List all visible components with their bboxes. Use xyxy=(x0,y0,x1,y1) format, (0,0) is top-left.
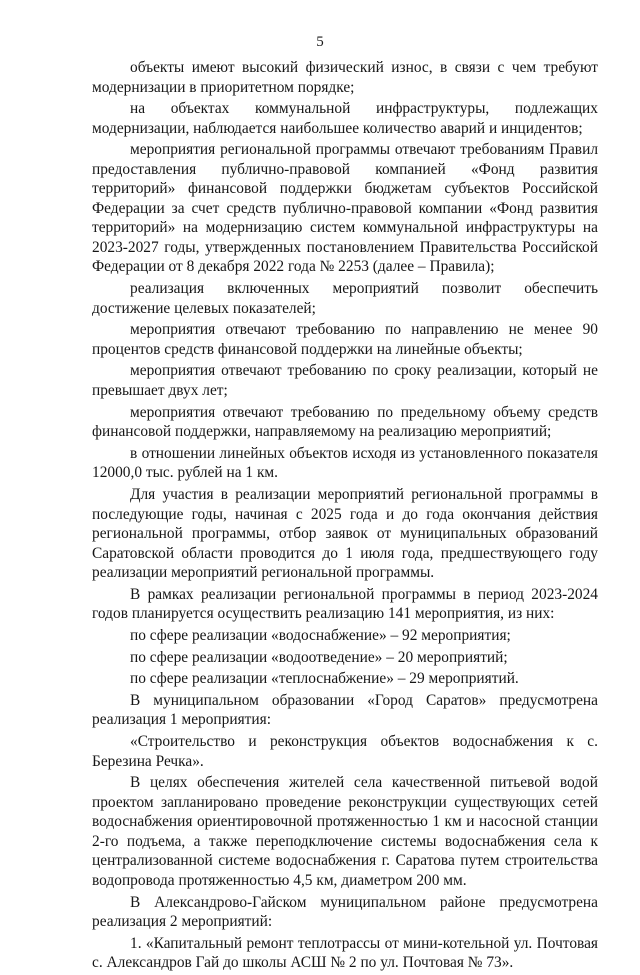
document-body xyxy=(92,58,598,975)
paragraph-10: В рамках реализации региональной программы в период 2023-2024 годов планируется осуществить реализацию 141 мероприятия, из них: xyxy=(92,585,598,623)
paragraph-5: мероприятия отвечают требованию по направлению не менее 90 процентов средств финансовой поддержки на линейные объекты; xyxy=(92,321,598,358)
paragraph-18: 1. «Капитальный ремонт теплотрассы от мини-котельной ул. Почтовая с. Александров Гай до школы АСШ № 2 по ул. Почтовая № 73». xyxy=(92,934,598,972)
list-item-heat-supply: по сфере реализации «теплоснабжение» – 29 мероприятий. xyxy=(130,670,519,688)
paragraph-15: «Строительство и реконструкция объектов водоснабжения к с. Березина Речка». xyxy=(92,733,598,770)
paragraph-14: В муниципальном образовании «Город Саратов» предусмотрена реализация 1 мероприятия: xyxy=(92,691,598,729)
paragraph-3: мероприятия региональной программы отвечают требованиям Правил предоставления публично-правовой компанией «Фонд развития территорий» финансовой поддержки бюджетам субъектов Российской Федерации за счет средств публично-правовой компании «Фонд развития территорий» на модернизацию систем коммунальной инфраструктуры на 2023-2027 годы, утвержденных постановлением Правительства Российской Федерации от 8 декабря 2022 года № 2253 (далее – Правила); xyxy=(92,141,598,276)
list-item-water-supply: по сфере реализации «водоснабжение» – 92 мероприятия; xyxy=(130,626,511,644)
page-number: 5 xyxy=(316,34,324,50)
paragraph-7: мероприятия отвечают требованию по предельному объему средств финансовой поддержки, направляемому на реализацию мероприятий; xyxy=(92,403,598,441)
list-item-wastewater: по сфере реализации «водоотведение» – 20 мероприятий; xyxy=(130,648,508,666)
paragraph-1: объекты имеют высокий физический износ, в связи с чем требуют модернизации в приоритетном порядке; xyxy=(92,59,598,96)
paragraph-16: В целях обеспечения жителей села качественной питьевой водой проектом запланировано проведение реконструкции существующих сетей водоснабжения ориентировочной протяженностью 1 км и насосной станции 2-го подъема, а также переподключение системы водоснабжения села к централизованной системе водоснабжения г. Саратова путем строительства водопровода протяженностью 4,5 км, диаметром 200 мм. xyxy=(92,774,598,889)
paragraph-9: Для участия в реализации мероприятий региональной программы в последующие годы, начиная с 2025 года и до года окончания действия региональной программы, отбор заявок от муниципальных образований Саратовской области проводится до 1 июля года, предшествующего году реализации мероприятий региональной программы. xyxy=(92,486,598,581)
paragraph-2: на объектах коммунальной инфраструктуры, подлежащих модернизации, наблюдается наибольшее количество аварий и инцидентов; xyxy=(92,100,598,137)
paragraph-17: В Александрово-Гайском муниципальном районе предусмотрена реализация 2 мероприятий: xyxy=(92,893,598,930)
paragraph-8: в отношении линейных объектов исходя из установленного показателя 12000,0 тыс. рублей на 1 км. xyxy=(92,444,598,482)
paragraph-6: мероприятия отвечают требованию по сроку реализации, который не превышает двух лет; xyxy=(92,362,598,399)
paragraph-4: реализация включенных мероприятий позволит обеспечить достижение целевых показателей; xyxy=(92,280,598,317)
